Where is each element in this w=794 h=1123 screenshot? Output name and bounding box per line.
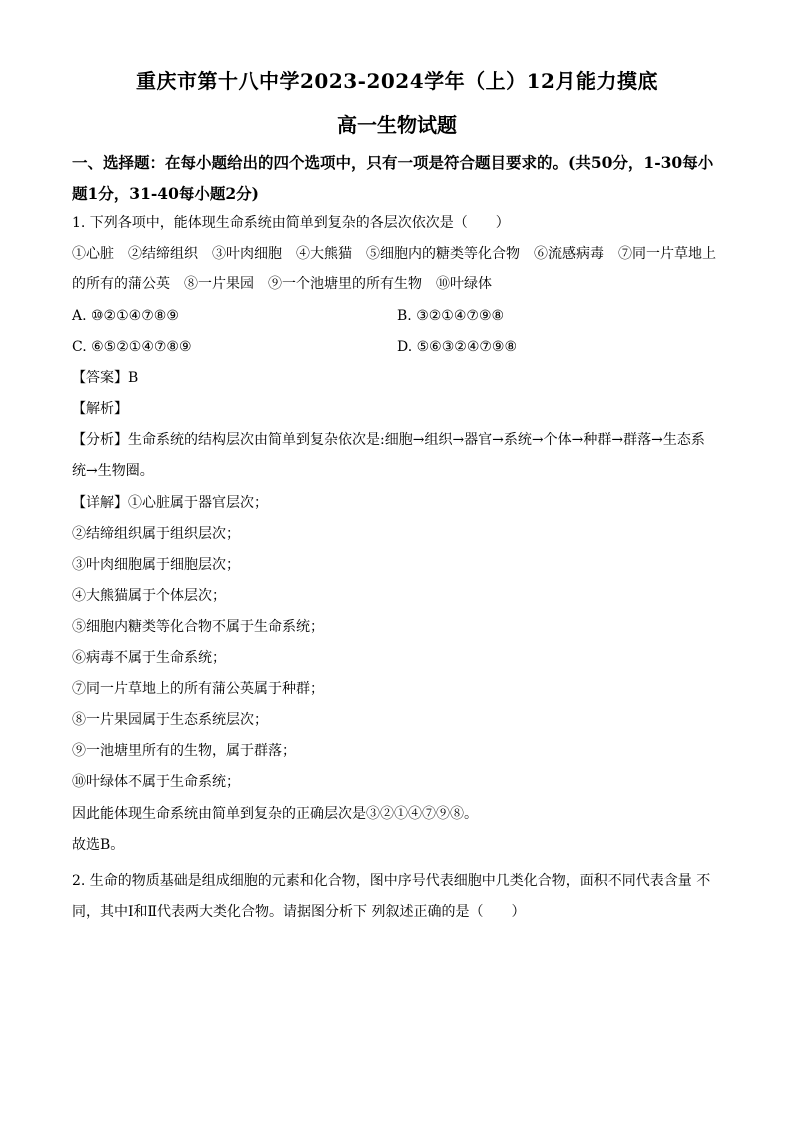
option-a: A. ⑩②①④⑦⑧⑨: [72, 308, 179, 324]
conclusion-line: 因此能体现生命系统由简单到复杂的正确层次是③②①④⑦⑨⑧。: [72, 806, 478, 822]
analysis-label: 【解析】: [72, 401, 128, 417]
exam-title: 重庆市第十八中学2023-2024学年（上）12月能力摸底: [136, 69, 658, 93]
option-c: C. ⑥⑤②①④⑦⑧⑨: [72, 339, 192, 355]
detail-line: ④大熊猫属于个体层次；: [72, 588, 226, 604]
detail-line: ⑥病毒不属于生命系统；: [72, 650, 226, 666]
question-1-items-line-1: ①心脏 ②结缔组织 ③叶肉细胞 ④大熊猫 ⑤细胞内的糖类等化合物 ⑥流感病毒 ⑦同一片草地上: [72, 246, 716, 262]
question-1-stem: 1. 下列各项中，能体现生命系统由简单到复杂的各层次依次是（ ）: [72, 215, 510, 231]
answer-line: 【答案】B: [72, 370, 139, 386]
detail-line: ③叶肉细胞属于细胞层次；: [72, 557, 240, 573]
option-d: D. ⑤⑥③②④⑦⑨⑧: [397, 339, 518, 355]
option-b: B. ③②①④⑦⑨⑧: [397, 308, 505, 324]
detail-line: ⑩叶绿体不属于生命系统；: [72, 774, 240, 790]
detail-line: 【详解】①心脏属于器官层次；: [72, 495, 268, 511]
question-2-stem: 2. 生命的物质基础是组成细胞的元素和化合物，图中序号代表细胞中几类化合物，面积不同代表含量 不同，其中Ⅰ和Ⅱ代表两大类化合物。请据图分析下 列叙述正确的是（ ）: [72, 873, 711, 920]
analysis-line-1: 【分析】生命系统的结构层次由简单到复杂依次是:细胞→组织→器官→系统→个体→种群→群落→生态系: [72, 432, 705, 448]
detail-line: ⑦同一片草地上的所有蒲公英属于种群；: [72, 681, 324, 697]
detail-line: ⑤细胞内糖类等化合物不属于生命系统；: [72, 619, 324, 635]
question-1-items-line-2: 的所有的蒲公英 ⑧一片果园 ⑨一个池塘里的所有生物 ⑩叶绿体: [72, 276, 492, 292]
detail-line: ②结缔组织属于组织层次；: [72, 526, 240, 542]
detail-line: ⑨一池塘里所有的生物，属于群落；: [72, 743, 296, 759]
choice-line: 故选B。: [72, 837, 125, 853]
exam-subtitle: 高一生物试题: [337, 113, 457, 137]
analysis-line-2: 统→生物圈。: [72, 463, 154, 479]
section-heading: 一、选择题：在每小题给出的四个选项中，只有一项是符合题目要求的。(共50分，1-30每小题1分，31-40每小题2分): [72, 153, 714, 203]
detail-line: ⑧一片果园属于生态系统层次；: [72, 712, 268, 728]
